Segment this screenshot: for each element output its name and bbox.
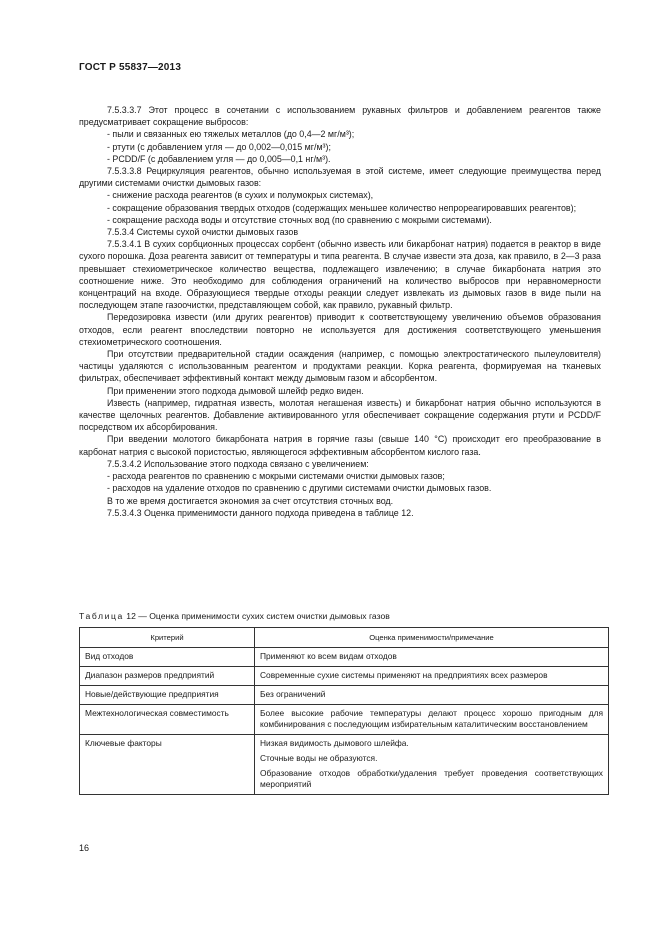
criterion-cell: Вид отходов bbox=[80, 648, 255, 667]
body-text bbox=[79, 104, 601, 519]
paragraph: 7.5.3.3.8 Рециркуляция реагентов, обычно используемая в этой системе, имеет следующие преимущества перед другими системами очистки дымовых газов: bbox=[79, 166, 601, 189]
note-text: Образование отходов обработки/удаления требует проведения соответствующих мероприятий bbox=[260, 768, 603, 789]
paragraph: При применении этого подхода дымовой шлейф редко виден. bbox=[107, 385, 364, 396]
criterion-cell: Межтехнологическая совместимость bbox=[80, 705, 255, 735]
paragraph: 7.5.3.4.2 Использование этого подхода связано с увеличением: bbox=[107, 458, 369, 469]
table-row bbox=[80, 705, 609, 735]
criterion-cell: Диапазон размеров предприятий bbox=[80, 667, 255, 686]
notes-cell bbox=[255, 705, 609, 735]
table-row bbox=[80, 735, 609, 795]
list-item: - пыли и связанных ею тяжелых металлов (до 0,4—2 мг/м³); bbox=[107, 129, 355, 140]
paragraph: В то же время достигается экономия за счет отсутствия сточных вод. bbox=[107, 495, 394, 506]
list-item: - ртути (с добавлением угля — до 0,002—0,015 мг/м³); bbox=[107, 141, 331, 152]
paragraph: При введении молотого бикарбоната натрия в горячие газы (свыше 140 °С) происходит его преобразование в карбонат натрия с высокой пористостью, являющегося эффективным абсорбентом кислого газа. bbox=[79, 434, 601, 457]
applicability-table bbox=[79, 627, 609, 795]
note-text: Современные сухие системы применяют на предприятиях всех размеров bbox=[260, 670, 548, 680]
notes-cell bbox=[255, 667, 609, 686]
table-caption bbox=[79, 611, 609, 621]
criterion-cell: Новые/действующие предприятия bbox=[80, 686, 255, 705]
list-item: - сокращение образования твердых отходов (содержащих меньшее количество непрореагировавших реагентов); bbox=[107, 202, 577, 213]
paragraph: 7.5.3.3.7 Этот процесс в сочетании с использованием рукавных фильтров и добавлением реагентов также предусматривает сокращение выбросов: bbox=[79, 105, 601, 128]
table-caption-label: Таблица bbox=[79, 611, 124, 621]
paragraph: Передозировка извести (или других реагентов) приводит к соответствующему увеличению объемов образования отходов, если реагент впоследствии повторно не используется для достижения соответствующего уменьшения стехиометрического соотношения. bbox=[79, 312, 601, 347]
paragraph: 7.5.3.4.3 Оценка применимости данного подхода приведена в таблице 12. bbox=[107, 507, 414, 518]
table-header-row bbox=[80, 628, 609, 648]
table-row bbox=[80, 686, 609, 705]
list-item: - расходов на удаление отходов по сравнению с другими системами очистки дымовых газов. bbox=[107, 483, 492, 494]
note-text: Сточные воды не образуются. bbox=[260, 753, 378, 763]
page-number: 16 bbox=[79, 843, 90, 853]
note-text: Применяют ко всем видам отходов bbox=[260, 651, 397, 661]
paragraph: При отсутствии предварительной стадии осаждения (например, с помощью электростатического пылеуловителя) частицы удаляются с использованным реагентом и продуктами реакции. Корка реагента, формируемая на тканевых фильтрах, обеспечивает эффективный контакт между дымовым газом и абсорбентом. bbox=[79, 349, 601, 384]
column-header-notes: Оценка применимости/примечание bbox=[255, 628, 609, 648]
table-row bbox=[80, 648, 609, 667]
table-caption-title: 12 — Оценка применимости сухих систем очистки дымовых газов bbox=[123, 611, 390, 621]
list-item: - PCDD/F (с добавлением угля — до 0,005—0,1 нг/м³). bbox=[107, 153, 331, 164]
document-header: ГОСТ Р 55837—2013 bbox=[79, 62, 182, 73]
notes-cell bbox=[255, 648, 609, 667]
column-header-criterion: Критерий bbox=[80, 628, 255, 648]
list-item: - сокращение расхода воды и отсутствие сточных вод (по сравнению с мокрыми системами). bbox=[107, 214, 492, 225]
paragraph: 7.5.3.4 Системы сухой очистки дымовых газов bbox=[107, 227, 299, 238]
note-text: Без ограничений bbox=[260, 689, 326, 699]
notes-cell bbox=[255, 735, 609, 795]
criterion-cell: Ключевые факторы bbox=[80, 735, 255, 795]
list-item: - снижение расхода реагентов (в сухих и полумокрых системах), bbox=[107, 190, 374, 201]
note-text: Более высокие рабочие температуры делают процесс хорошо пригодным для комбинирования с последующим избирательным каталитическим восстановлением bbox=[260, 708, 603, 729]
note-text: Низкая видимость дымового шлейфа. bbox=[260, 738, 409, 748]
table-row bbox=[80, 667, 609, 686]
list-item: - расхода реагентов по сравнению с мокрыми системами очистки дымовых газов; bbox=[107, 471, 445, 482]
notes-cell bbox=[255, 686, 609, 705]
paragraph: 7.5.3.4.1 В сухих сорбционных процессах сорбент (обычно известь или бикарбонат натрия) подается в реактор в виде сухого порошка. Доза реагента зависит от температуры и типа реагента. В случае извести эта доза, как правило, в 2—3 раза превышает стехиометрическое количество вещества, подлежащего извлечению; в случае бикарбоната натрия это соотношение ниже. Это необходимо для соблюдения ограничений на количество выбросов при неравномерности концентраций на входе. Образующиеся твердые отходы реакции следует извлекать из дымовых газов в виде пыли на последующем этапе газоочистки, представляющем собой, как правило, рукавный фильтр. bbox=[79, 239, 601, 311]
paragraph: Известь (например, гидратная известь, молотая негашеная известь) и бикарбонат натрия обычно используются в качестве щелочных реагентов. Добавление активированного угля обеспечивает сокращение содержания ртути и PCDD/F посредством их абсорбирования. bbox=[79, 397, 601, 433]
